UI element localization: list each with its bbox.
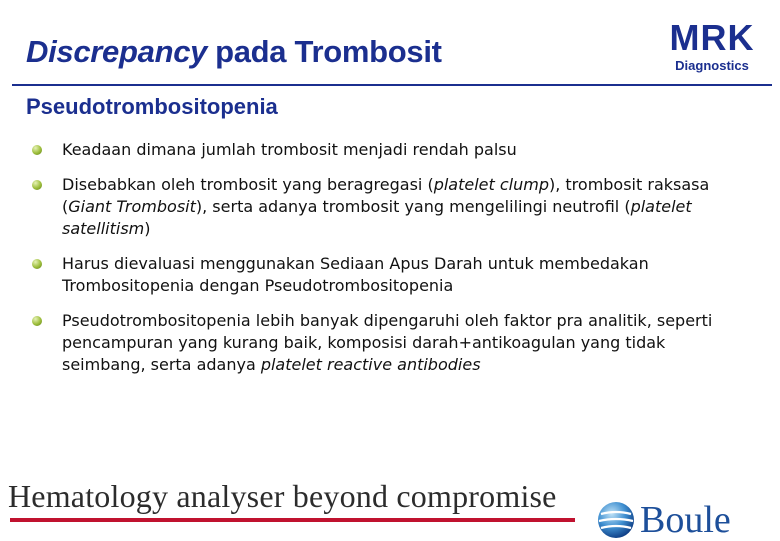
mrk-logo (662, 17, 762, 73)
slide-title-rest: pada Trombosit (215, 34, 442, 69)
title-divider (12, 84, 772, 86)
bullet-list (30, 139, 750, 389)
bullet-dot-icon (32, 180, 42, 190)
footer-tagline: Hematology analyser beyond compromise (8, 478, 557, 514)
slide-title-italic: Discrepancy (26, 34, 208, 69)
bullet-text: Keadaan dimana jumlah trombosit menjadi rendah palsu (62, 140, 517, 159)
bullet-dot-icon (32, 145, 42, 155)
boule-logo (596, 500, 731, 540)
bullet-text: Disebabkan oleh trombosit yang beragregasi (platelet clump), trombosit raksasa (Giant Trombosit), serta adanya trombosit yang mengelilingi neutrofil (platelet satellitism) (62, 175, 710, 238)
boule-brand-text: Boule (640, 499, 731, 541)
mrk-logo-tagline: Diagnostics (675, 58, 749, 73)
bullet-text: Pseudotrombositopenia lebih banyak dipengaruhi oleh faktor pra analitik, seperti pencampuran yang kurang baik, komposisi darah+antikoagulan yang tidak seimbang, serta adanya platelet reactive antibodies (62, 311, 713, 374)
bullet-text: Harus dievaluasi menggunakan Sediaan Apus Darah untuk membedakan Trombositopenia dengan Pseudotrombositopenia (62, 254, 649, 295)
bullet-item (30, 139, 750, 161)
italic-term: platelet satellitism (62, 197, 692, 238)
slide-subtitle: Pseudotrombositopenia (26, 94, 278, 119)
mrk-logo-brand: MRK (669, 17, 755, 58)
bullet-dot-icon (32, 259, 42, 269)
slide-title (26, 34, 442, 70)
bullet-item (30, 310, 750, 376)
bullet-dot-icon (32, 316, 42, 326)
footer-divider (10, 518, 575, 522)
boule-globe-icon (596, 500, 636, 540)
italic-term: platelet reactive antibodies (260, 355, 481, 374)
bullet-item (30, 174, 750, 240)
bullet-item (30, 253, 750, 297)
italic-term: platelet clump (433, 175, 549, 194)
italic-term: Giant Trombosit (68, 197, 196, 216)
